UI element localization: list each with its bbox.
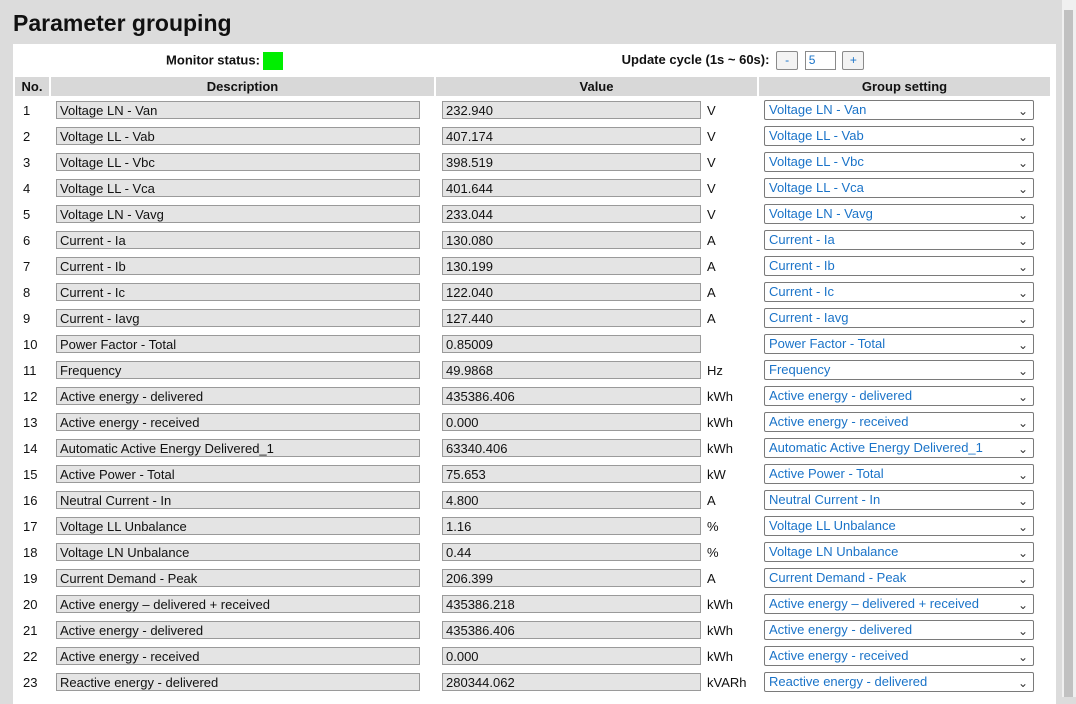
unit-label: A [707,492,716,508]
value-cell [436,618,757,642]
group-setting-value: Voltage LN - Vavg [769,206,873,221]
group-setting-select[interactable] [764,152,1034,172]
description-field: Voltage LL - Vab [56,127,420,145]
table-row [15,436,1050,460]
group-cell [759,540,1050,564]
value-field: 1.16 [442,517,701,535]
group-cell [759,644,1050,668]
row-number: 20 [15,592,49,616]
value-cell [436,254,757,278]
group-setting-value: Voltage LN - Van [769,102,867,117]
group-setting-value: Reactive energy - delivered [769,674,928,689]
table-row [15,280,1050,304]
value-field: 435386.406 [442,387,701,405]
group-setting-value: Active energy – delivered + received [769,596,979,611]
value-cell [436,98,757,122]
table-row [15,254,1050,278]
chevron-down-icon: ⌄ [1017,234,1028,248]
value-cell [436,540,757,564]
group-setting-select[interactable] [764,672,1034,692]
column-header-no: No. [15,77,49,96]
group-setting-select[interactable] [764,646,1034,666]
group-setting-value: Voltage LL - Vab [769,128,864,143]
group-cell [759,150,1050,174]
group-setting-select[interactable] [764,308,1034,328]
group-setting-select[interactable] [764,204,1034,224]
description-field: Active Power - Total [56,465,420,483]
value-cell [436,436,757,460]
table-row [15,618,1050,642]
unit-label: A [707,310,716,326]
value-cell [436,410,757,434]
description-field: Active energy - received [56,413,420,431]
description-cell [51,540,434,564]
parameter-panel [13,44,1056,704]
group-setting-value: Active energy - delivered [769,388,913,403]
chevron-down-icon: ⌄ [1017,364,1028,378]
table-row [15,306,1050,330]
group-cell [759,332,1050,356]
value-field: 232.940 [442,101,701,119]
table-row [15,202,1050,226]
value-field: 130.199 [442,257,701,275]
group-setting-select[interactable] [764,282,1034,302]
row-number: 21 [15,618,49,642]
table-row [15,462,1050,486]
value-field: 127.440 [442,309,701,327]
description-cell [51,124,434,148]
chevron-down-icon: ⌄ [1017,416,1028,430]
table-row [15,644,1050,668]
unit-label: kWh [707,388,733,404]
unit-label: V [707,128,716,144]
chevron-down-icon: ⌄ [1017,390,1028,404]
group-setting-select[interactable] [764,178,1034,198]
value-field: 435386.406 [442,621,701,639]
row-number: 22 [15,644,49,668]
value-cell [436,358,757,382]
value-field: 206.399 [442,569,701,587]
table-row [15,670,1050,694]
group-setting-select[interactable] [764,490,1034,510]
value-cell [436,228,757,252]
description-field: Active energy - delivered [56,621,420,639]
unit-label: kWh [707,414,733,430]
group-setting-select[interactable] [764,542,1034,562]
group-setting-value: Active energy - received [769,648,909,663]
group-cell [759,384,1050,408]
description-cell [51,488,434,512]
row-number: 4 [15,176,49,200]
chevron-down-icon: ⌄ [1017,286,1028,300]
group-setting-select[interactable] [764,412,1034,432]
table-row [15,488,1050,512]
group-setting-value: Voltage LL - Vbc [769,154,864,169]
value-field: 407.174 [442,127,701,145]
row-number: 11 [15,358,49,382]
chevron-down-icon: ⌄ [1017,624,1028,638]
unit-label: % [707,518,719,534]
value-cell [436,384,757,408]
description-field: Voltage LN - Vavg [56,205,420,223]
group-setting-value: Frequency [769,362,831,377]
group-setting-select[interactable] [764,386,1034,406]
group-setting-value: Current Demand - Peak [769,570,907,585]
description-field: Voltage LN Unbalance [56,543,420,561]
group-cell [759,254,1050,278]
value-field: 401.644 [442,179,701,197]
description-cell [51,410,434,434]
row-number: 7 [15,254,49,278]
description-cell [51,566,434,590]
group-cell [759,358,1050,382]
group-setting-select[interactable] [764,126,1034,146]
description-cell [51,176,434,200]
value-field: 122.040 [442,283,701,301]
chevron-down-icon: ⌄ [1017,338,1028,352]
row-number: 3 [15,150,49,174]
table-row [15,124,1050,148]
chevron-down-icon: ⌄ [1017,598,1028,612]
table-row [15,566,1050,590]
chevron-down-icon: ⌄ [1017,130,1028,144]
group-cell [759,98,1050,122]
chevron-down-icon: ⌄ [1017,676,1028,690]
group-cell [759,436,1050,460]
unit-label: A [707,284,716,300]
group-cell [759,462,1050,486]
group-setting-select[interactable] [764,334,1034,354]
group-setting-value: Current - Ic [769,284,835,299]
description-field: Voltage LL Unbalance [56,517,420,535]
row-number: 16 [15,488,49,512]
cycle-value-input[interactable]: 5 [805,51,836,70]
description-field: Current - Ic [56,283,420,301]
unit-label: % [707,544,719,560]
table-row [15,150,1050,174]
cycle-increment-button[interactable]: + [842,51,864,70]
description-field: Voltage LN - Van [56,101,420,119]
table-row [15,228,1050,252]
row-number: 18 [15,540,49,564]
chevron-down-icon: ⌄ [1017,572,1028,586]
value-cell [436,332,757,356]
group-cell [759,566,1050,590]
group-setting-select[interactable] [764,594,1034,614]
group-setting-select[interactable] [764,230,1034,250]
description-field: Current - Ib [56,257,420,275]
value-field: 280344.062 [442,673,701,691]
table-body [15,98,1050,694]
group-cell [759,488,1050,512]
table-row [15,332,1050,356]
unit-label: V [707,180,716,196]
chevron-down-icon: ⌄ [1017,260,1028,274]
update-cycle [436,46,1050,75]
group-setting-value: Automatic Active Energy Delivered_1 [769,440,983,455]
chevron-down-icon: ⌄ [1017,494,1028,508]
description-field: Active energy – delivered + received [56,595,420,613]
group-setting-select[interactable] [764,464,1034,484]
group-cell [759,514,1050,538]
group-setting-select[interactable] [764,100,1034,120]
group-setting-value: Active energy - received [769,414,909,429]
unit-label: kWh [707,648,733,664]
table-row [15,384,1050,408]
description-cell [51,670,434,694]
description-cell [51,228,434,252]
column-header-value: Value [436,77,757,96]
value-field: 75.653 [442,465,701,483]
description-cell [51,462,434,486]
group-setting-value: Active Power - Total [769,466,884,481]
value-cell [436,124,757,148]
column-header-description: Description [51,77,434,96]
group-setting-value: Power Factor - Total [769,336,886,351]
group-setting-value: Voltage LN Unbalance [769,544,899,559]
group-cell [759,410,1050,434]
value-field: 0.44 [442,543,701,561]
monitor-status-indicator [263,52,283,70]
value-cell [436,280,757,304]
description-cell [51,644,434,668]
group-cell [759,306,1050,330]
value-cell [436,566,757,590]
value-cell [436,176,757,200]
unit-label: Hz [707,362,723,378]
unit-label: kW [707,466,726,482]
chevron-down-icon: ⌄ [1017,312,1028,326]
chevron-down-icon: ⌄ [1017,468,1028,482]
description-cell [51,98,434,122]
row-number: 8 [15,280,49,304]
unit-label: A [707,570,716,586]
description-field: Voltage LL - Vca [56,179,420,197]
value-field: 435386.218 [442,595,701,613]
description-field: Reactive energy - delivered [56,673,420,691]
row-number: 6 [15,228,49,252]
row-number: 15 [15,462,49,486]
group-setting-value: Voltage LL Unbalance [769,518,896,533]
unit-label: V [707,102,716,118]
description-field: Power Factor - Total [56,335,420,353]
row-number: 17 [15,514,49,538]
group-cell [759,202,1050,226]
update-cycle-label: Update cycle (1s ~ 60s): [621,51,770,67]
monitor-status [15,46,434,75]
row-number: 14 [15,436,49,460]
row-number: 12 [15,384,49,408]
description-field: Active energy - delivered [56,387,420,405]
monitor-status-label: Monitor status: [166,51,260,67]
scrollbar-thumb[interactable] [1064,10,1073,697]
group-setting-select[interactable] [764,256,1034,276]
group-setting-value: Active energy - delivered [769,622,913,637]
value-field: 49.9868 [442,361,701,379]
parameter-table [13,44,1052,696]
description-field: Automatic Active Energy Delivered_1 [56,439,420,457]
vertical-scrollbar[interactable] [1062,0,1076,697]
chevron-down-icon: ⌄ [1017,546,1028,560]
description-cell [51,280,434,304]
unit-label: V [707,206,716,222]
value-field: 130.080 [442,231,701,249]
chevron-down-icon: ⌄ [1017,442,1028,456]
description-field: Current - Ia [56,231,420,249]
group-setting-select[interactable] [764,360,1034,380]
value-field: 0.85009 [442,335,701,353]
table-row [15,176,1050,200]
row-number: 10 [15,332,49,356]
chevron-down-icon: ⌄ [1017,520,1028,534]
group-setting-select[interactable] [764,620,1034,640]
description-field: Current Demand - Peak [56,569,420,587]
row-number: 9 [15,306,49,330]
group-cell [759,280,1050,304]
group-setting-value: Neutral Current - In [769,492,881,507]
table-row [15,592,1050,616]
row-number: 5 [15,202,49,226]
value-cell [436,462,757,486]
table-row [15,514,1050,538]
unit-label: kWh [707,440,733,456]
chevron-down-icon: ⌄ [1017,208,1028,222]
group-cell [759,124,1050,148]
description-cell [51,514,434,538]
group-setting-select[interactable] [764,568,1034,588]
unit-label: kWh [707,622,733,638]
value-field: 233.044 [442,205,701,223]
group-setting-select[interactable] [764,438,1034,458]
description-cell [51,254,434,278]
description-cell [51,332,434,356]
description-field: Current - Iavg [56,309,420,327]
table-row [15,358,1050,382]
value-cell [436,306,757,330]
value-field: 63340.406 [442,439,701,457]
value-cell [436,670,757,694]
description-cell [51,384,434,408]
unit-label: V [707,154,716,170]
description-cell [51,202,434,226]
group-cell [759,670,1050,694]
group-cell [759,176,1050,200]
group-cell [759,618,1050,642]
row-number: 13 [15,410,49,434]
value-cell [436,488,757,512]
row-number: 23 [15,670,49,694]
group-setting-value: Voltage LL - Vca [769,180,864,195]
column-header-group: Group setting [759,77,1050,96]
value-cell [436,150,757,174]
value-field: 0.000 [442,647,701,665]
unit-label: kVARh [707,674,747,690]
chevron-down-icon: ⌄ [1017,156,1028,170]
table-row [15,410,1050,434]
description-cell [51,306,434,330]
description-field: Active energy - received [56,647,420,665]
value-cell [436,514,757,538]
unit-label: A [707,258,716,274]
group-setting-value: Current - Iavg [769,310,849,325]
value-cell [436,644,757,668]
group-setting-value: Current - Ia [769,232,835,247]
table-row [15,540,1050,564]
description-cell [51,436,434,460]
chevron-down-icon: ⌄ [1017,650,1028,664]
chevron-down-icon: ⌄ [1017,182,1028,196]
value-cell [436,202,757,226]
description-cell [51,618,434,642]
table-row [15,98,1050,122]
value-field: 398.519 [442,153,701,171]
unit-label: kWh [707,596,733,612]
description-field: Voltage LL - Vbc [56,153,420,171]
group-setting-value: Current - Ib [769,258,835,273]
table-header [15,77,1050,96]
description-cell [51,358,434,382]
value-field: 4.800 [442,491,701,509]
row-number: 2 [15,124,49,148]
row-number: 1 [15,98,49,122]
description-field: Neutral Current - In [56,491,420,509]
group-cell [759,228,1050,252]
page-title: Parameter grouping [13,10,232,36]
value-field: 0.000 [442,413,701,431]
row-number: 19 [15,566,49,590]
description-field: Frequency [56,361,420,379]
description-cell [51,150,434,174]
group-cell [759,592,1050,616]
cycle-decrement-button[interactable]: - [776,51,798,70]
chevron-down-icon: ⌄ [1017,104,1028,118]
value-cell [436,592,757,616]
unit-label: A [707,232,716,248]
status-row [15,46,1050,75]
group-setting-select[interactable] [764,516,1034,536]
description-cell [51,592,434,616]
